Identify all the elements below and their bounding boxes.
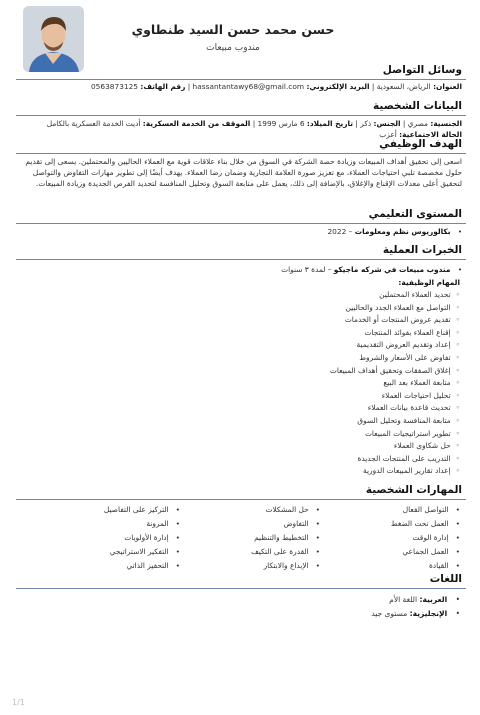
role-title: مندوب مبيعات في شركه ماجيكو [333, 265, 451, 274]
language-english [371, 609, 460, 618]
phone-value: 0563873125 [90, 82, 139, 91]
address-label: العنوان: [433, 82, 462, 91]
email-value: hassantantawy68@gmail.com [192, 82, 305, 91]
task-item: ◦ تطوير استراتيجيات المبيعات [365, 429, 460, 438]
section-title-skills: المهارات الشخصية [365, 484, 462, 496]
english-label: الإنجليزية: [409, 609, 448, 618]
task-item: ◦ تحديد العملاء المحتملين [379, 290, 460, 299]
address-value: الرياض، السعودية [376, 82, 431, 91]
skill-item: • القيادة [429, 561, 460, 570]
tasks-label: المهام الوظيفية: [398, 278, 460, 287]
person-photo-icon [23, 6, 84, 72]
task-item: ◦ إقناع العملاء بفوائد المنتجات [364, 328, 460, 337]
section-title-experience: الخبرات العملية [382, 244, 462, 256]
divider [16, 223, 466, 224]
birth-label: تاريخ الميلاد: [306, 119, 354, 128]
section-title-contact: وسائل التواصل [382, 64, 462, 76]
objective-text: اسعى إلى تحقيق أهداف المبيعات وزيادة حصة الشركة في السوق من خلال بناء علاقات قوية مع العملاء الحاليين والمحتملين. يسعى إلى تقديم حلول مخصصة تلبي احتياجات العملاء، مع تعزيز صورة العلامة التجارية وضمان رضا العملاء. يهدف أيضًا إلى تطوير مهارات التفاوض والتواصل لتحقيق أعلى معدلات الإقناع والإغلاق، بالإضافة إلى ذلك، يعمل على متابعة السوق وتحليل المنافسة لتحديد الفرص الجديدة وزيادة المبيعات. [25, 157, 462, 189]
header [118, 22, 348, 53]
section-title-education: المستوى التعليمي [368, 208, 462, 220]
arabic-label: العربية: [419, 595, 448, 604]
skill-item: • التفاوض [284, 519, 320, 528]
gender-label: الجنس: [373, 119, 401, 128]
marital-label: الحالة الاجتماعية: [399, 130, 462, 139]
skill-item: • الإبداع والابتكار [264, 561, 320, 570]
section-title-objective: الهدف الوظيفي [379, 138, 462, 150]
graduation-year: – 2022 [327, 227, 353, 236]
task-item: ◦ التدريب على المنتجات الجديدة [357, 454, 460, 463]
degree: بكالوريوس نظم ومعلومات [354, 227, 451, 236]
section-title-languages: اللغات [429, 573, 462, 585]
marital-value: أعزب [379, 130, 397, 139]
arabic-level: اللغة الأم [389, 595, 418, 604]
skill-item: • العمل الجماعي [402, 547, 460, 556]
divider [16, 259, 466, 260]
skill-item: • العمل تحت الضغط [391, 519, 460, 528]
personal-line-1: الجنسية: مصري | الجنس: ذكر | تاريخ الميلاد: 6 مارس 1999 | الموقف من الخدمة العسكرية: أديت الخدمة العسكرية بالكامل [46, 119, 462, 128]
skill-item: • إدارة الأولويات [124, 533, 180, 542]
avatar [23, 6, 84, 72]
task-item: ◦ متابعة المنافسة وتحليل السوق [357, 416, 460, 425]
english-level: مستوى جيد [371, 609, 408, 618]
role-duration: – لمدة ٣ سنوات [281, 265, 332, 274]
task-item: ◦ تفاوض على الأسعار والشروط [359, 353, 460, 362]
skill-item: • التركيز على التفاصيل [104, 505, 180, 514]
task-item: ◦ إغلاق الصفقات وتحقيق أهداف المبيعات [330, 366, 460, 375]
military-label: الموقف من الخدمة العسكرية: [142, 119, 251, 128]
divider [16, 499, 466, 500]
divider [16, 79, 466, 80]
task-item: ◦ تحليل احتياجات العملاء [382, 391, 460, 400]
divider [16, 588, 466, 589]
language-arabic [389, 595, 460, 604]
skill-item: • إدارة الوقت [413, 533, 460, 542]
job-title: مندوب مبيعات [206, 43, 260, 53]
phone-label: رقم الهاتف: [140, 82, 186, 91]
skill-item: • المرونة [146, 519, 180, 528]
skill-item: • التفكير الاستراتيجي [110, 547, 180, 556]
task-item: ◦ إعداد وتقديم العروض التقديمية [357, 340, 460, 349]
section-title-personal: البيانات الشخصية [373, 100, 462, 112]
skill-item: • التحفيز الذاتي [126, 561, 180, 570]
contact-line: العنوان: الرياض، السعودية | البريد الإلكتروني: hassantantawy68@gmail.com | رقم الهاتف: 0563873125 [90, 82, 462, 91]
nationality-label: الجنسية: [430, 119, 462, 128]
military-value: أديت الخدمة العسكرية بالكامل [46, 119, 141, 128]
task-item: ◦ تحديث قاعدة بيانات العملاء [368, 403, 460, 412]
skill-item: • التواصل الفعال [403, 505, 460, 514]
task-item: ◦ إعداد تقارير المبيعات الدورية [363, 466, 460, 475]
task-item: ◦ تقديم عروض المنتجات أو الخدمات [345, 315, 460, 324]
page-number: 1/1 [12, 698, 25, 707]
education-item [20, 226, 462, 238]
nationality-value: مصري [407, 119, 428, 128]
gender-value: ذكر [360, 119, 372, 128]
skill-item: • القدرة على التكيف [251, 547, 320, 556]
skill-item: • حل المشكلات [266, 505, 321, 514]
experience-role [20, 264, 462, 276]
divider [16, 153, 466, 154]
tasks-heading [20, 277, 460, 288]
task-item: ◦ التواصل مع العملاء الجدد والحاليين [346, 303, 460, 312]
full-name: حسن محمد حسن السيد طنطاوي [131, 22, 335, 37]
task-item: ◦ متابعة العملاء بعد البيع [383, 378, 460, 387]
divider [16, 115, 466, 116]
email-label: البريد الإلكتروني: [306, 82, 370, 91]
birth-value: 6 مارس 1999 [257, 119, 305, 128]
task-item: ◦ حل شكاوى العملاء [394, 441, 460, 450]
skill-item: • التخطيط والتنظيم [254, 533, 320, 542]
